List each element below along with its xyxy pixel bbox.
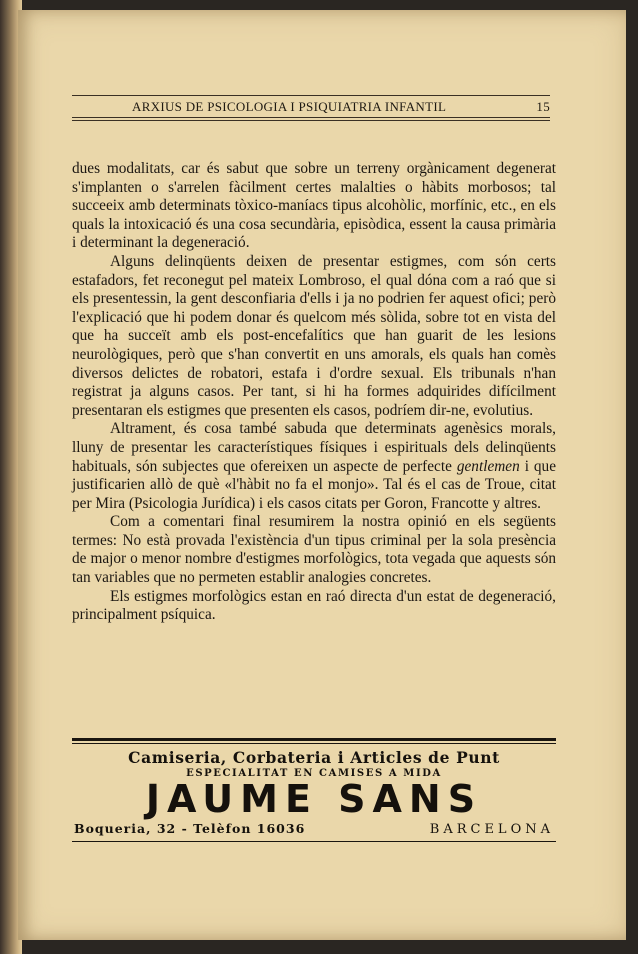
paragraph-5: Els estigmes morfològics estan en raó directa d'un estat de degeneració, principalment psíquica. <box>72 587 556 624</box>
paragraph-3 <box>72 420 556 513</box>
paragraph-3-italic-term: gentlemen <box>456 457 520 475</box>
journal-title: ARXIUS DE PSICOLOGIA I PSIQUIATRIA INFANTIL <box>132 99 447 114</box>
paragraph-1: dues modalitats, car és sabut que sobre un terreny orgànicament degenerat s'implanten o s'arrelen fàcilment certes malalties o hàbits morbosos; tal succeeix amb determinats tòxico-maníacs tipus alcohòlic, morfínic, etc., en els quals la intoxicació és una cosa secundària, episòdica, essent la causa primària i determinant la degeneració. <box>72 160 556 252</box>
ad-brand-name: JAUME SANS <box>145 777 483 821</box>
advertisement <box>72 738 556 842</box>
ad-specialty: ESPECIALITAT EN CAMISES A MIDA <box>186 768 442 779</box>
paragraph-4: Com a comentari final resumirem la nostra opinió en els següents termes: No està provada l'existència d'un tipus criminal per la sola presència de major o menor nombre d'estigmes morfològics, tota vegada que aquests són tan variables que no permeten establir analogies concretes. <box>72 513 556 587</box>
page-number: 15 <box>536 99 550 114</box>
ad-rule-top <box>72 738 556 741</box>
running-header <box>72 95 550 121</box>
ad-contact-row <box>72 821 556 837</box>
paragraph-3-text-a: Altrament, és cosa també sabuda que determinats agenèsics morals, lluny de presentar les característiques físiques i espirituals dels delinqüents habituals, són subjectes que ofereixen un aspecte de perfecte <box>72 420 556 475</box>
ad-rule-bottom <box>72 841 556 842</box>
header-rule-bottom <box>72 117 550 121</box>
paragraph-3-text-b: i que justificarien allò de què «l'hàbit no fa el monjo». Tal és el cas de Troue, citat per Mira (Psicologia Jurídica) i els casos citats per Goron, Francotte y altres. <box>72 457 556 512</box>
ad-rule-top-thin <box>72 743 556 744</box>
ad-tagline: Camiseria, Corbateria i Articles de Punt <box>128 748 500 767</box>
ad-city: BARCELONA <box>429 822 554 837</box>
article-body <box>72 160 556 625</box>
ad-address: Boqueria, 32 - Telèfon 16036 <box>74 821 306 836</box>
header-row <box>72 96 550 117</box>
paragraph-2: Alguns delinqüents deixen de presentar estigmes, com són certs estafadors, fet reconegut pel mateix Lombroso, el qual dóna com a raó que si els presentessin, la gent desconfiaria d'ells i ja no podrien fer aquest ofici; però l'explicació que hi podem donar és quelcom més sòlida, sobre tot en vista del que ha succeït amb els post-encefalítics que han guarit de les lesions neurològiques, però que s'han convertit en uns amorals, els quals han comès diversos delictes de robatori, estafa i d'ordre sexual. Els tribunals n'han registrat ja alguns casos. Per tant, si hi ha formes adquirides difícilment presentaran els estigmes que presenten els casos, podríem dir-ne, evolutius. <box>72 252 556 419</box>
